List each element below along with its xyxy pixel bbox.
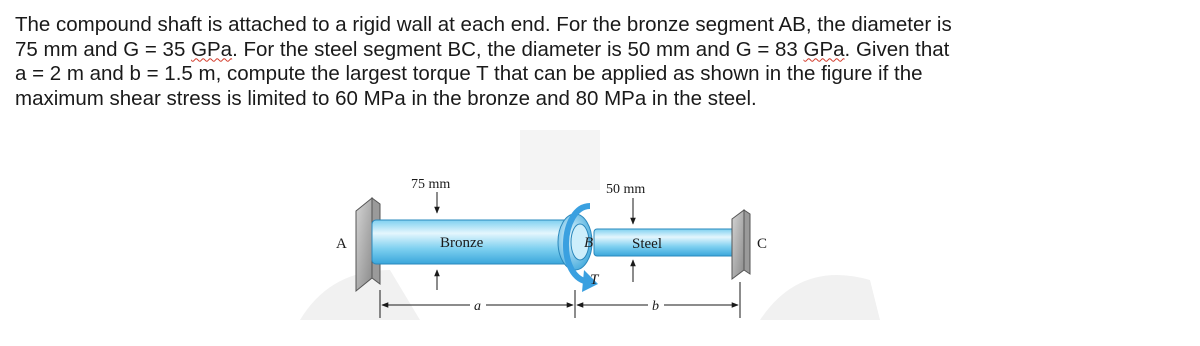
steel-segment [594,229,740,256]
torque-label: T [590,272,599,288]
problem-text-segment: The compound shaft is attached to a rigid wall at each end. For the bronze segment AB, the diameter is [15,13,952,36]
problem-text-segment: 75 mm and G = 35 [15,37,192,61]
bronze-label: Bronze [440,235,484,251]
length-a-label: a [474,299,481,314]
problem-text-segment: . Given that [844,37,950,61]
steel-diameter-label: 50 mm [606,182,646,197]
problem-text-segment: a = 2 m and b = 1.5 m, compute the largest torque T that can be applied as shown in the figure if the [15,62,923,85]
point-b-label: B [584,235,594,251]
spellcheck-flagged-word[interactable]: GPa [191,37,233,61]
problem-text-segment: . For the steel segment BC, the diameter is 50 mm and G = 83 [232,37,804,61]
steel-label: Steel [632,236,662,252]
watermark-shape [520,130,600,190]
right-wall [732,210,750,279]
bronze-diameter-label: 75 mm [411,177,451,192]
watermark-shape [760,275,880,320]
length-b-label: b [652,299,659,314]
problem-text-segment: maximum shear stress is limited to 60 MPa in the bronze and 80 MPa in the steel. [15,86,757,110]
spellcheck-flagged-word[interactable]: GPa [803,37,845,61]
point-c-label: C [757,236,768,252]
point-a-label: A [336,236,347,252]
dimension-lines [380,282,740,318]
